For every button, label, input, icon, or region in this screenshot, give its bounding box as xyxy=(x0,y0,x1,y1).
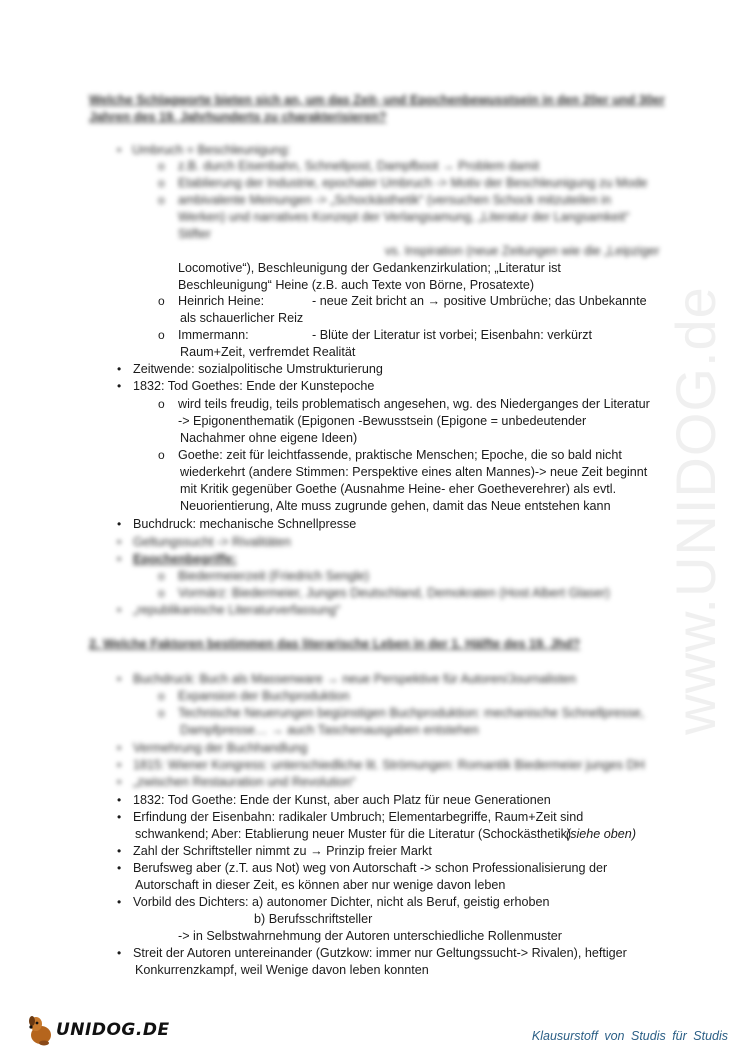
list-item: 1832: Tod Goethe: Ende der Kunst, aber auch Platz für neue Generationen xyxy=(133,793,551,807)
bullet-dot: • xyxy=(117,603,122,617)
list-item: als schauerlicher Reiz xyxy=(180,311,304,325)
list-item: schwankend; Aber: Etablierung neuer Muster für die Literatur (Schockästhetik) xyxy=(135,827,572,841)
sub-bullet-circle: o xyxy=(158,706,165,720)
sub-bullet-circle: o xyxy=(158,176,165,190)
sub-bullet-circle: o xyxy=(158,586,165,600)
list-item: „republikanische Literaturverfassung“ xyxy=(133,603,341,617)
footer-tagline: Klausurstoff von Studis für Studis xyxy=(531,1029,728,1043)
list-item: Vorbild des Dichters: a) autonomer Dichter, nicht als Beruf, geistig erhoben xyxy=(133,895,550,909)
bullet-dot: • xyxy=(117,535,122,549)
list-item: Streit der Autoren untereinander (Gutzkow: immer nur Geltungssucht-> Rivalen), heftiger xyxy=(133,946,627,960)
logo-text: UNIDOG.DE xyxy=(56,1020,170,1040)
sub-bullet-circle: o xyxy=(158,193,165,207)
bullet-dot: • xyxy=(117,895,122,909)
sub-bullet-circle: o xyxy=(158,689,165,703)
bullet-dot: • xyxy=(117,143,122,157)
list-item: 1832: Tod Goethes: Ende der Kunstepoche xyxy=(133,379,375,393)
bullet-dot: • xyxy=(117,844,122,858)
bullet-dot: • xyxy=(117,775,122,789)
sub-bullet-circle: o xyxy=(158,569,165,583)
list-item: b) Berufsschriftsteller xyxy=(254,912,373,926)
list-item: vs. Inspiration (neue Zeitungen wie die „Leipziger xyxy=(385,244,660,258)
bullet-dot: • xyxy=(117,379,122,393)
unidog-logo[interactable] xyxy=(24,1014,170,1048)
bullet-dot: • xyxy=(117,672,122,686)
list-item: Neuorientierung, Alte muss zugrunde gehen, damit das Neue entstehen kann xyxy=(180,499,611,513)
list-item: 1815: Wiener Kongress: unterschiedliche lit. Strömungen: Romantik Biedermeier junges DH xyxy=(133,758,645,772)
list-item: Vormärz: Biedermeier, Junges Deutschland, Demokraten (Host Albert Glaser) xyxy=(178,586,610,600)
list-item: Epochenbegriffe: xyxy=(133,552,237,566)
list-item: -> Epigonenthematik (Epigonen -Bewusstsein (Epigone = unbedeutender xyxy=(178,414,587,428)
list-item: Buchdruck: mechanische Schnellpresse xyxy=(133,517,357,531)
list-item: Konkurrenzkampf, weil Wenige davon leben konnten xyxy=(135,963,429,977)
list-item: Geltungssucht -> Rivalitäten xyxy=(133,535,291,549)
list-item: Zeitwende: sozialpolitische Umstrukturierung xyxy=(133,362,383,376)
sub-bullet-circle: o xyxy=(158,397,165,411)
list-item: Expansion der Buchproduktion xyxy=(178,689,350,703)
bullet-dot: • xyxy=(117,861,122,875)
sub-bullet-circle: o xyxy=(158,159,165,173)
list-item: Heinrich Heine: xyxy=(178,294,265,308)
list-item: Immermann: xyxy=(178,328,249,342)
section1-heading-line2: Jahren des 19. Jahrhunderts zu charakterisieren? xyxy=(89,110,387,124)
list-item: wird teils freudig, teils problematisch angesehen, wg. des Niederganges der Literatur xyxy=(178,397,650,411)
list-item: Nachahmer ohne eigene Ideen) xyxy=(180,431,358,445)
list-item: Autorschaft in dieser Zeit, es können aber nur wenige davon leben xyxy=(135,878,506,892)
list-item: Goethe: zeit für leichtfassende, praktische Menschen; Epoche, die so bald nicht xyxy=(178,448,622,462)
watermark-text: www.UNIDOG.de xyxy=(663,285,727,735)
list-item: ambivalente Meinungen -> „Schockästhetik“ (versuchen Schock mitzuteilen in xyxy=(178,193,611,207)
list-item: Technische Neuerungen begünstigen Buchproduktion: mechanische Schnellpresse, xyxy=(178,706,645,720)
section2-heading: 2. Welche Faktoren bestimmen das literarische Leben in der 1. Hälfte des 19. Jhd? xyxy=(89,637,581,651)
list-item: Erfindung der Eisenbahn: radikaler Umbruch; Elementarbegriffe, Raum+Zeit sind xyxy=(133,810,584,824)
list-item: z.B. durch Eisenbahn, Schnellpost, Dampfboot → Problem damit xyxy=(178,159,540,173)
list-item: - neue Zeit bricht an → positive Umbrüche; das Unbekannte xyxy=(312,294,647,308)
list-item: -> in Selbstwahrnehmung der Autoren unterschiedliche Rollenmuster xyxy=(178,929,562,943)
sub-bullet-circle: o xyxy=(158,328,165,342)
list-item: wiederkehrt (andere Stimmen: Perspektive eines alten Mannes)-> neue Zeit beginnt xyxy=(180,465,648,479)
list-item: (siehe oben) xyxy=(566,827,637,841)
bullet-dot: • xyxy=(117,810,122,824)
list-item: mit Kritik gegenüber Goethe (Ausnahme Heine- eher Goetheverehrer) als evtl. xyxy=(180,482,617,496)
list-item: Werken) und narratives Konzept der Verlangsamung, „Literatur der Langsamkeit“ xyxy=(178,210,630,224)
list-item: Dampfpresse… → auch Taschenausgaben entstehen xyxy=(180,723,479,737)
sub-bullet-circle: o xyxy=(158,294,165,308)
list-item: Raum+Zeit, verfremdet Realität xyxy=(180,345,356,359)
list-item: Berufsweg aber (z.T. aus Not) weg von Autorschaft -> schon Professionalisierung der xyxy=(133,861,608,875)
list-item: - Blüte der Literatur ist vorbei; Eisenbahn: verkürzt xyxy=(312,328,592,342)
dog-icon xyxy=(24,1014,58,1048)
list-item: Stifter xyxy=(178,227,211,241)
list-item: „zwischen Restauration und Revolution“ xyxy=(133,775,356,789)
list-item: Biedermeierzeit (Friedrich Sengle) xyxy=(178,569,370,583)
list-item: Buchdruck: Buch als Massenware → neue Perspektive für Autoren/Journalisten xyxy=(133,672,577,686)
bullet-dot: • xyxy=(117,758,122,772)
list-item: Umbruch = Beschleunigung: xyxy=(132,143,291,157)
section1-heading-line1: Welche Schlagworte bieten sich an, um das Zeit- und Epochenbewusstsein in den 20er und 30er xyxy=(89,93,665,107)
list-item: Locomotive“), Beschleunigung der Gedankenzirkulation; „Literatur ist xyxy=(178,261,561,275)
bullet-dot: • xyxy=(117,362,122,376)
list-item: Etablierung der Industrie, epochaler Umbruch -> Motiv der Beschleunigung zu Mode xyxy=(178,176,648,190)
list-item: Vermehrung der Buchhandlung xyxy=(133,741,308,755)
watermark xyxy=(645,280,745,740)
list-item: Beschleunigung“ Heine (z.B. auch Texte von Börne, Prosatexte) xyxy=(178,278,535,292)
list-item: Zahl der Schriftsteller nimmt zu → Prinzip freier Markt xyxy=(133,844,432,858)
bullet-dot: • xyxy=(117,741,122,755)
bullet-dot: • xyxy=(117,552,122,566)
bullet-dot: • xyxy=(117,517,122,531)
sub-bullet-circle: o xyxy=(158,448,165,462)
bullet-dot: • xyxy=(117,946,122,960)
bullet-dot: • xyxy=(117,793,122,807)
